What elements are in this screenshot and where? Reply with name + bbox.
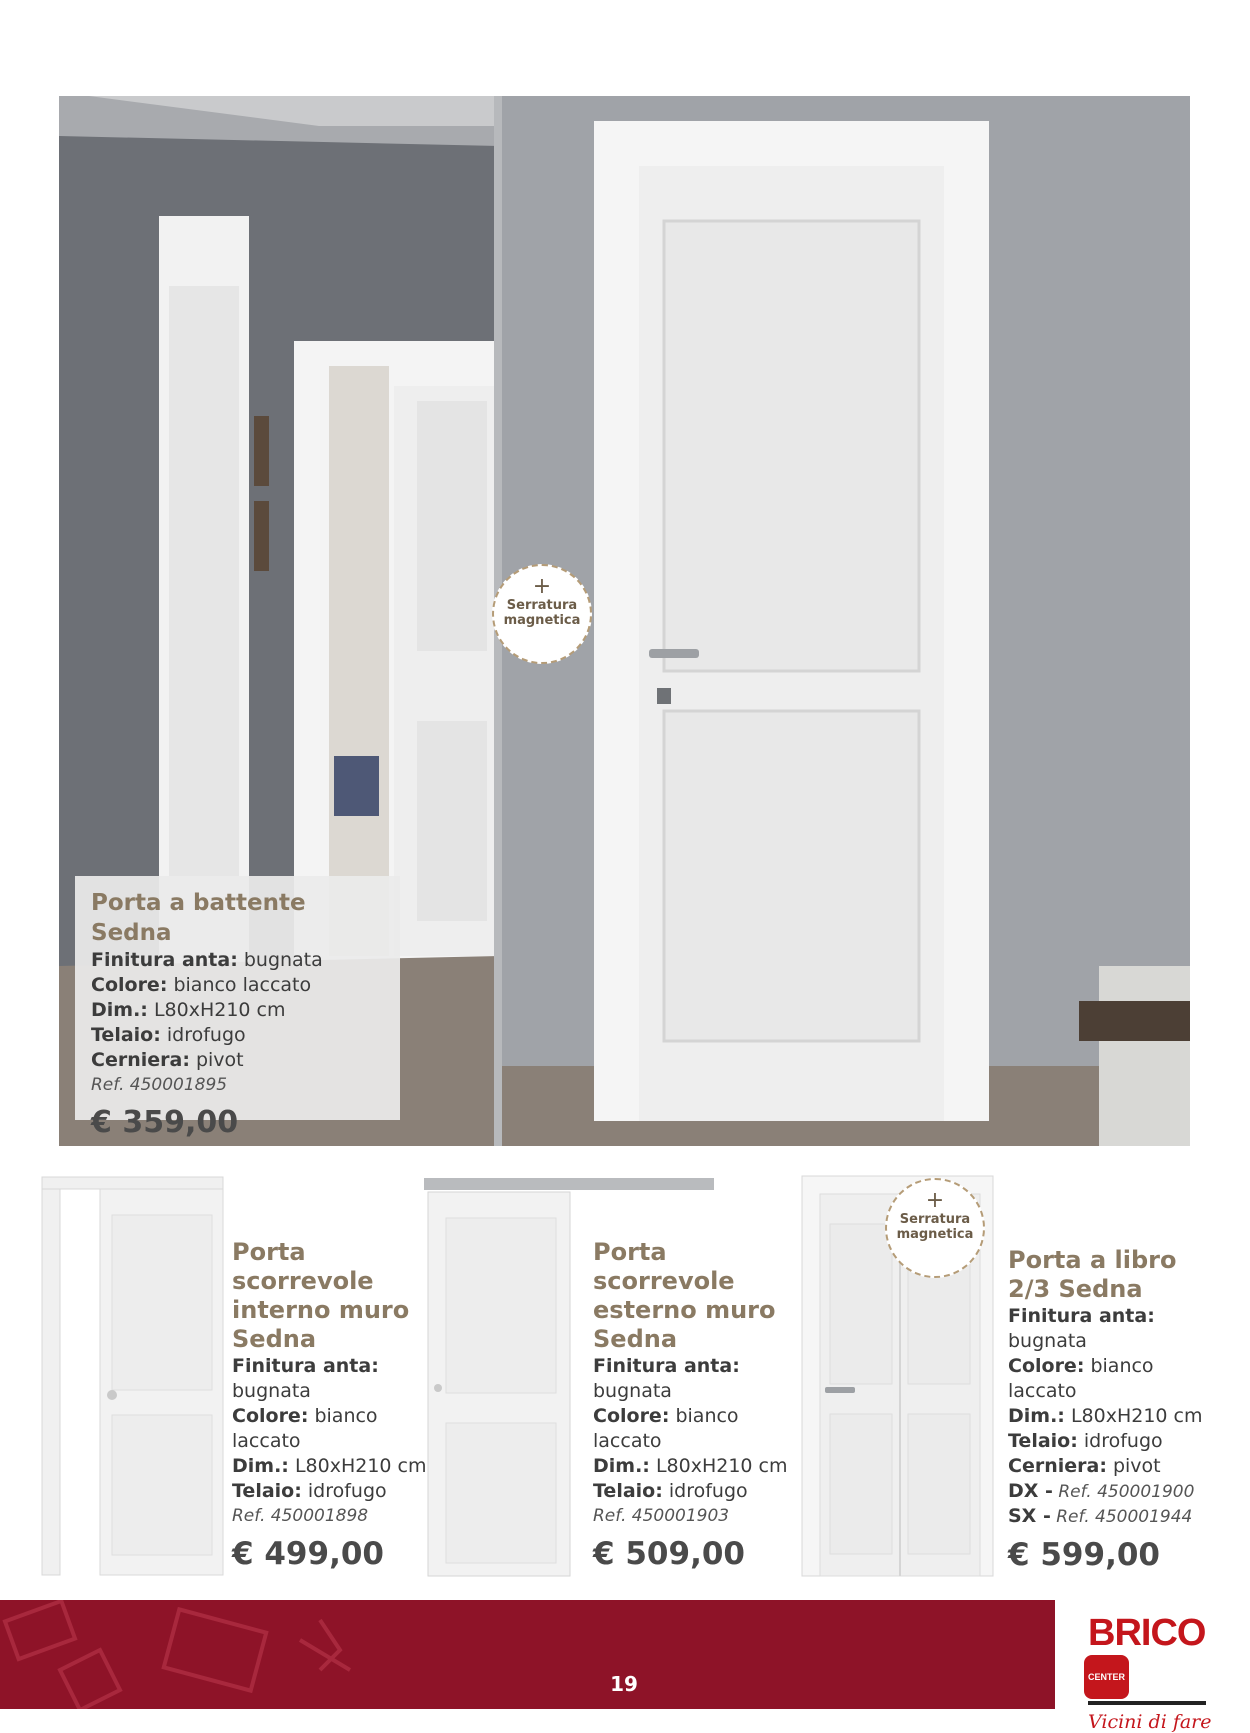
brico-center-logo (1088, 1612, 1213, 1733)
finitura-label: Finitura anta: (91, 949, 238, 971)
badge-line1: Serratura (506, 598, 578, 613)
telaio-value: idrofugo (662, 1480, 748, 1502)
telaio-value: idrofugo (160, 1024, 246, 1046)
badge-line2: magnetica (503, 613, 581, 628)
cerniera-label: Cerniera: (91, 1049, 190, 1071)
telaio-label: Telaio: (1008, 1430, 1078, 1452)
hero-price: € 359,00 (91, 1105, 239, 1140)
brand-wordmark (1088, 1612, 1213, 1699)
product-telaio (593, 1479, 793, 1504)
product-finitura (232, 1354, 432, 1379)
colore-value: bianco laccato (232, 1405, 378, 1452)
telaio-value: idrofugo (301, 1480, 387, 1502)
colore-value: bianco laccato (593, 1405, 739, 1452)
colore-label: Colore: (232, 1405, 309, 1427)
badge-line1: Serratura (899, 1212, 971, 1227)
telaio-label: Telaio: (232, 1480, 302, 1502)
dim-value: L80xH210 cm (147, 999, 286, 1021)
hero-cerniera (91, 1048, 384, 1073)
hero-dim (91, 998, 384, 1023)
product-dx-ref (1008, 1479, 1208, 1504)
product-telaio (232, 1479, 432, 1504)
badge-line2: magnetica (896, 1227, 974, 1242)
product-dim (1008, 1404, 1208, 1429)
finitura-value: bugnata (237, 949, 323, 971)
dim-label: Dim.: (1008, 1405, 1065, 1427)
hero-product-card (75, 876, 400, 1140)
product-sx-ref (1008, 1504, 1208, 1529)
hero-colore (91, 973, 384, 998)
hero-product-title: Porta a battente Sedna (91, 890, 306, 946)
product-finitura-value: bugnata (593, 1380, 672, 1402)
cerniera-value: pivot (189, 1049, 244, 1071)
finitura-label: Finitura anta: (232, 1355, 379, 1377)
product-finitura-value: bugnata (232, 1380, 311, 1402)
colore-label: Colore: (91, 974, 168, 996)
product-finitura-value: bugnata (1008, 1330, 1087, 1352)
hero-ref: Ref. 450001895 (91, 1075, 228, 1095)
colore-label: Colore: (593, 1405, 670, 1427)
product-ref: Ref. 450001903 (593, 1506, 730, 1526)
product-finitura (593, 1354, 793, 1379)
product-card-interno-muro (232, 1238, 432, 1576)
dim-label: Dim.: (91, 999, 148, 1021)
cerniera-value: pivot (1106, 1455, 1161, 1477)
dx-ref: Ref. 450001900 (1052, 1482, 1195, 1502)
product-title: Porta scorrevole esterno muro Sedna (593, 1238, 776, 1353)
product-ref: Ref. 450001898 (232, 1506, 369, 1526)
product-card-esterno-muro (593, 1238, 793, 1576)
product-dim (232, 1454, 432, 1479)
page-number: 19 (610, 1672, 638, 1696)
hero-telaio (91, 1023, 384, 1048)
telaio-label: Telaio: (91, 1024, 161, 1046)
finitura-label: Finitura anta: (593, 1355, 740, 1377)
product-price: € 509,00 (593, 1536, 745, 1572)
product-colore (1008, 1354, 1208, 1404)
colore-label: Colore: (1008, 1355, 1085, 1377)
tools-pattern-icon (0, 1600, 420, 1709)
product-telaio (1008, 1429, 1208, 1454)
cerniera-label: Cerniera: (1008, 1455, 1107, 1477)
brand-name: BRICO (1088, 1612, 1206, 1654)
product-title: Porta scorrevole interno muro Sedna (232, 1238, 410, 1353)
hero-finitura (91, 948, 384, 973)
product-card-libro (1008, 1246, 1208, 1577)
dim-label: Dim.: (232, 1455, 289, 1477)
sx-ref: Ref. 450001944 (1050, 1507, 1193, 1527)
plus-icon: + (925, 1188, 945, 1213)
telaio-label: Telaio: (593, 1480, 663, 1502)
product-price: € 499,00 (232, 1536, 384, 1572)
dim-value: L80xH210 cm (649, 1455, 788, 1477)
product-dim (593, 1454, 793, 1479)
telaio-value: idrofugo (1077, 1430, 1163, 1452)
product-title: Porta a libro 2/3 Sedna (1008, 1246, 1177, 1303)
product-finitura (1008, 1304, 1208, 1329)
product-colore (593, 1404, 793, 1454)
brand-center: CENTER (1084, 1655, 1129, 1699)
serratura-badge (492, 564, 592, 664)
product-colore (232, 1404, 432, 1454)
sx-label: SX - (1008, 1505, 1051, 1527)
footer-band (0, 1600, 1055, 1709)
dim-value: L80xH210 cm (288, 1455, 427, 1477)
dim-value: L80xH210 cm (1064, 1405, 1203, 1427)
colore-value: bianco laccato (1008, 1355, 1154, 1402)
product-price: € 599,00 (1008, 1537, 1160, 1573)
plus-icon: + (532, 574, 552, 599)
dim-label: Dim.: (593, 1455, 650, 1477)
colore-value: bianco laccato (167, 974, 312, 996)
finitura-label: Finitura anta: (1008, 1305, 1155, 1327)
product-cerniera (1008, 1454, 1208, 1479)
dx-label: DX - (1008, 1480, 1053, 1502)
product-image-interno-muro (40, 1175, 225, 1577)
logo-bar (1088, 1701, 1206, 1705)
brand-tagline: Vicini di fare (1088, 1710, 1212, 1733)
serratura-badge-libro (885, 1178, 985, 1278)
